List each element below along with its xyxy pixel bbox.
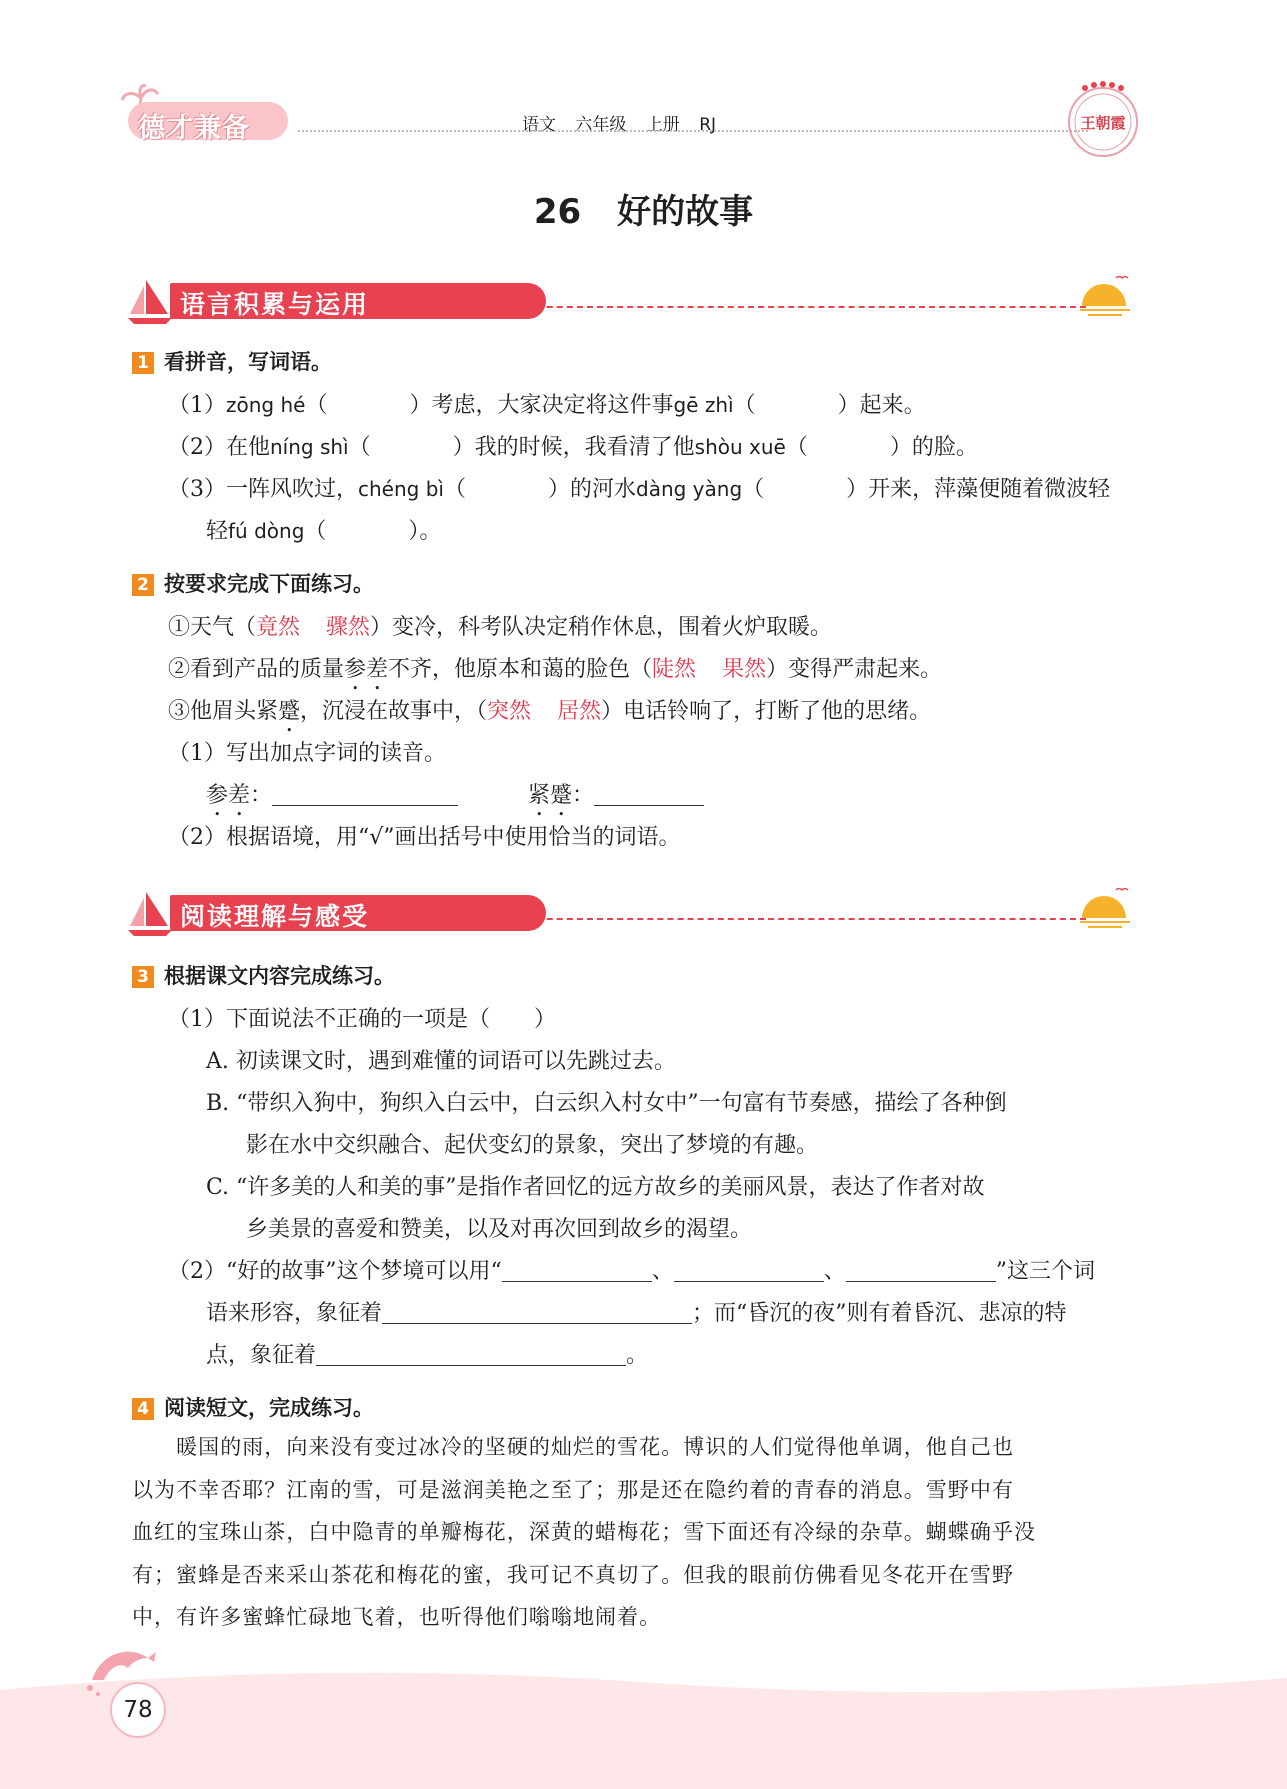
question-2-header <box>132 568 374 598</box>
seal-stamp-icon <box>1063 80 1143 160</box>
choice-word[interactable]: 居然 <box>557 699 602 724</box>
answer-blank[interactable] <box>674 1261 824 1282</box>
header-divider <box>298 130 1088 132</box>
edition-label: RJ <box>699 115 717 135</box>
subject-label: 语文 <box>522 115 556 135</box>
section-banner-reading <box>126 888 1136 938</box>
reading-blank[interactable] <box>272 785 458 806</box>
answer-blank[interactable] <box>382 1303 692 1324</box>
q2-sub-1: （1）写出加点字词的读音。 <box>168 741 446 766</box>
passage-line: 中，有许多蜜蜂忙碌地飞着，也听得他们嗡嗡地闹着。 <box>132 1605 662 1629</box>
question-2-prompt: 按要求完成下面练习。 <box>164 572 374 596</box>
q3-sub-1: （1）下面说法不正确的一项是（ ） <box>168 1007 556 1032</box>
q3-option-b-cont: 影在水中交织融合、起伏变幻的景象，突出了梦境的有趣。 <box>246 1133 819 1158</box>
volume-label: 上册 <box>645 115 680 135</box>
q2-sub-2: （2）根据语境，用“√”画出括号中使用恰当的词语。 <box>168 825 681 850</box>
q1-line-4: 轻fú dòng（ ）。 <box>206 519 442 544</box>
answer-blank[interactable] <box>502 1261 652 1282</box>
answer-blank[interactable] <box>316 1345 626 1366</box>
q3-option-c-cont: 乡美景的喜爱和赞美，以及对再次回到故乡的渴望。 <box>246 1217 753 1242</box>
passage-line: 有；蜜蜂是否来采山茶花和梅花的蜜，我可记不真切了。但我的眼前仿佛看见冬花开在雪野 <box>132 1562 1014 1587</box>
question-number-badge: 1 <box>132 352 154 374</box>
question-4-prompt: 阅读短文，完成练习。 <box>164 1396 374 1420</box>
reading-passage <box>132 1426 1130 1639</box>
reading-blank[interactable] <box>594 785 704 806</box>
answer-blank[interactable] <box>846 1261 996 1282</box>
question-number-badge: 4 <box>132 1398 154 1420</box>
choice-word[interactable]: 竟然 <box>256 615 301 640</box>
question-3-prompt: 根据课文内容完成练习。 <box>164 964 395 988</box>
q1-line-1: （1）zōng hé（ ）考虑，大家决定将这件事gē zhì（ ）起来。 <box>168 393 926 418</box>
choice-word[interactable]: 突然 <box>487 699 532 724</box>
question-1-prompt: 看拼音，写词语。 <box>164 350 332 374</box>
question-4-header <box>132 1392 374 1422</box>
stamp-text: 王朝霞 <box>1080 114 1126 132</box>
passage-line: 以为不幸否耶？江南的雪，可是滋润美艳之至了；那是还在隐约着的青春的消息。雪野中有 <box>132 1477 1014 1502</box>
q3-sub-2-line-2: 语来形容，象征着 ；而“昏沉的夜”则有着昏沉、悲凉的特 <box>206 1301 1067 1326</box>
lesson-name: 好的故事 <box>617 192 754 232</box>
section-title: 阅读理解与感受 <box>180 902 370 931</box>
choice-word[interactable]: 果然 <box>722 657 767 682</box>
question-1-header <box>132 346 332 376</box>
q3-option-c[interactable]: C. “许多美的人和美的事”是指作者回忆的远方故乡的美丽风景，表达了作者对故 <box>206 1175 985 1200</box>
q2-sentence-1: ①天气（竟然 骤然）变冷，科考队决定稍作休息，围着火炉取暖。 <box>168 615 833 640</box>
q3-option-a[interactable]: A. 初读课文时，遇到难懂的词语可以先跳过去。 <box>206 1049 676 1074</box>
passage-line: 血红的宝珠山茶，白中隐青的单瓣梅花，深黄的蜡梅花；雪下面还有冷绿的杂草。蝴蝶确乎没 <box>132 1520 1037 1544</box>
section-banner-language <box>126 276 1136 326</box>
dotted-word: 参差 <box>344 657 389 682</box>
sunset-icon <box>1076 882 1136 932</box>
lesson-title <box>0 184 1287 233</box>
choice-word[interactable]: 陡然 <box>652 657 697 682</box>
q2-sentence-3: ③他眉头紧蹙，沉浸在故事中，（突然 居然）电话铃响了，打断了他的思绪。 <box>168 699 932 724</box>
choice-word[interactable]: 骤然 <box>326 615 371 640</box>
question-number-badge: 3 <box>132 966 154 988</box>
lesson-number: 26 <box>533 192 582 232</box>
question-number-badge: 2 <box>132 574 154 596</box>
dotted-word: 蹙 <box>278 699 301 724</box>
footer-background <box>0 1660 1287 1789</box>
section-title: 语言积累与运用 <box>180 290 370 319</box>
page-number: 78 <box>110 1682 166 1738</box>
sunset-icon <box>1076 270 1136 320</box>
q3-option-b[interactable]: B. “带织入狗中，狗织入白云中，白云织入村女中”一句富有节奏感，描绘了各种倒 <box>206 1091 1007 1116</box>
q3-sub-2-line-1: （2）“好的故事”这个梦境可以用“ 、 、 ”这三个词 <box>168 1259 1096 1284</box>
brand-text: 德才兼备 <box>138 113 250 144</box>
q2-reading-blanks: 参差： 紧蹙： <box>206 778 704 821</box>
q3-sub-2-line-3: 点，象征着 。 <box>206 1343 649 1368</box>
grade-label: 六年级 <box>575 115 627 135</box>
q2-sentence-2: ②看到产品的质量参差不齐，他原本和蔼的脸色（陡然 果然）变得严肃起来。 <box>168 657 943 682</box>
brand-logo <box>120 84 295 150</box>
sailboat-icon <box>126 888 176 938</box>
passage-line: 暖国的雨，向来没有变过冰冷的坚硬的灿烂的雪花。博识的人们觉得他单调，他自己也 <box>132 1435 1014 1459</box>
question-3-header <box>132 960 395 990</box>
q1-line-2: （2）在他níng shì（ ）我的时候，我看清了他shòu xuē（ ）的脸。 <box>168 435 978 460</box>
sailboat-icon <box>126 276 176 326</box>
q1-line-3: （3）一阵风吹过，chéng bì（ ）的河水dàng yàng（ ）开来，萍藻便随着微波轻 <box>168 477 1111 502</box>
